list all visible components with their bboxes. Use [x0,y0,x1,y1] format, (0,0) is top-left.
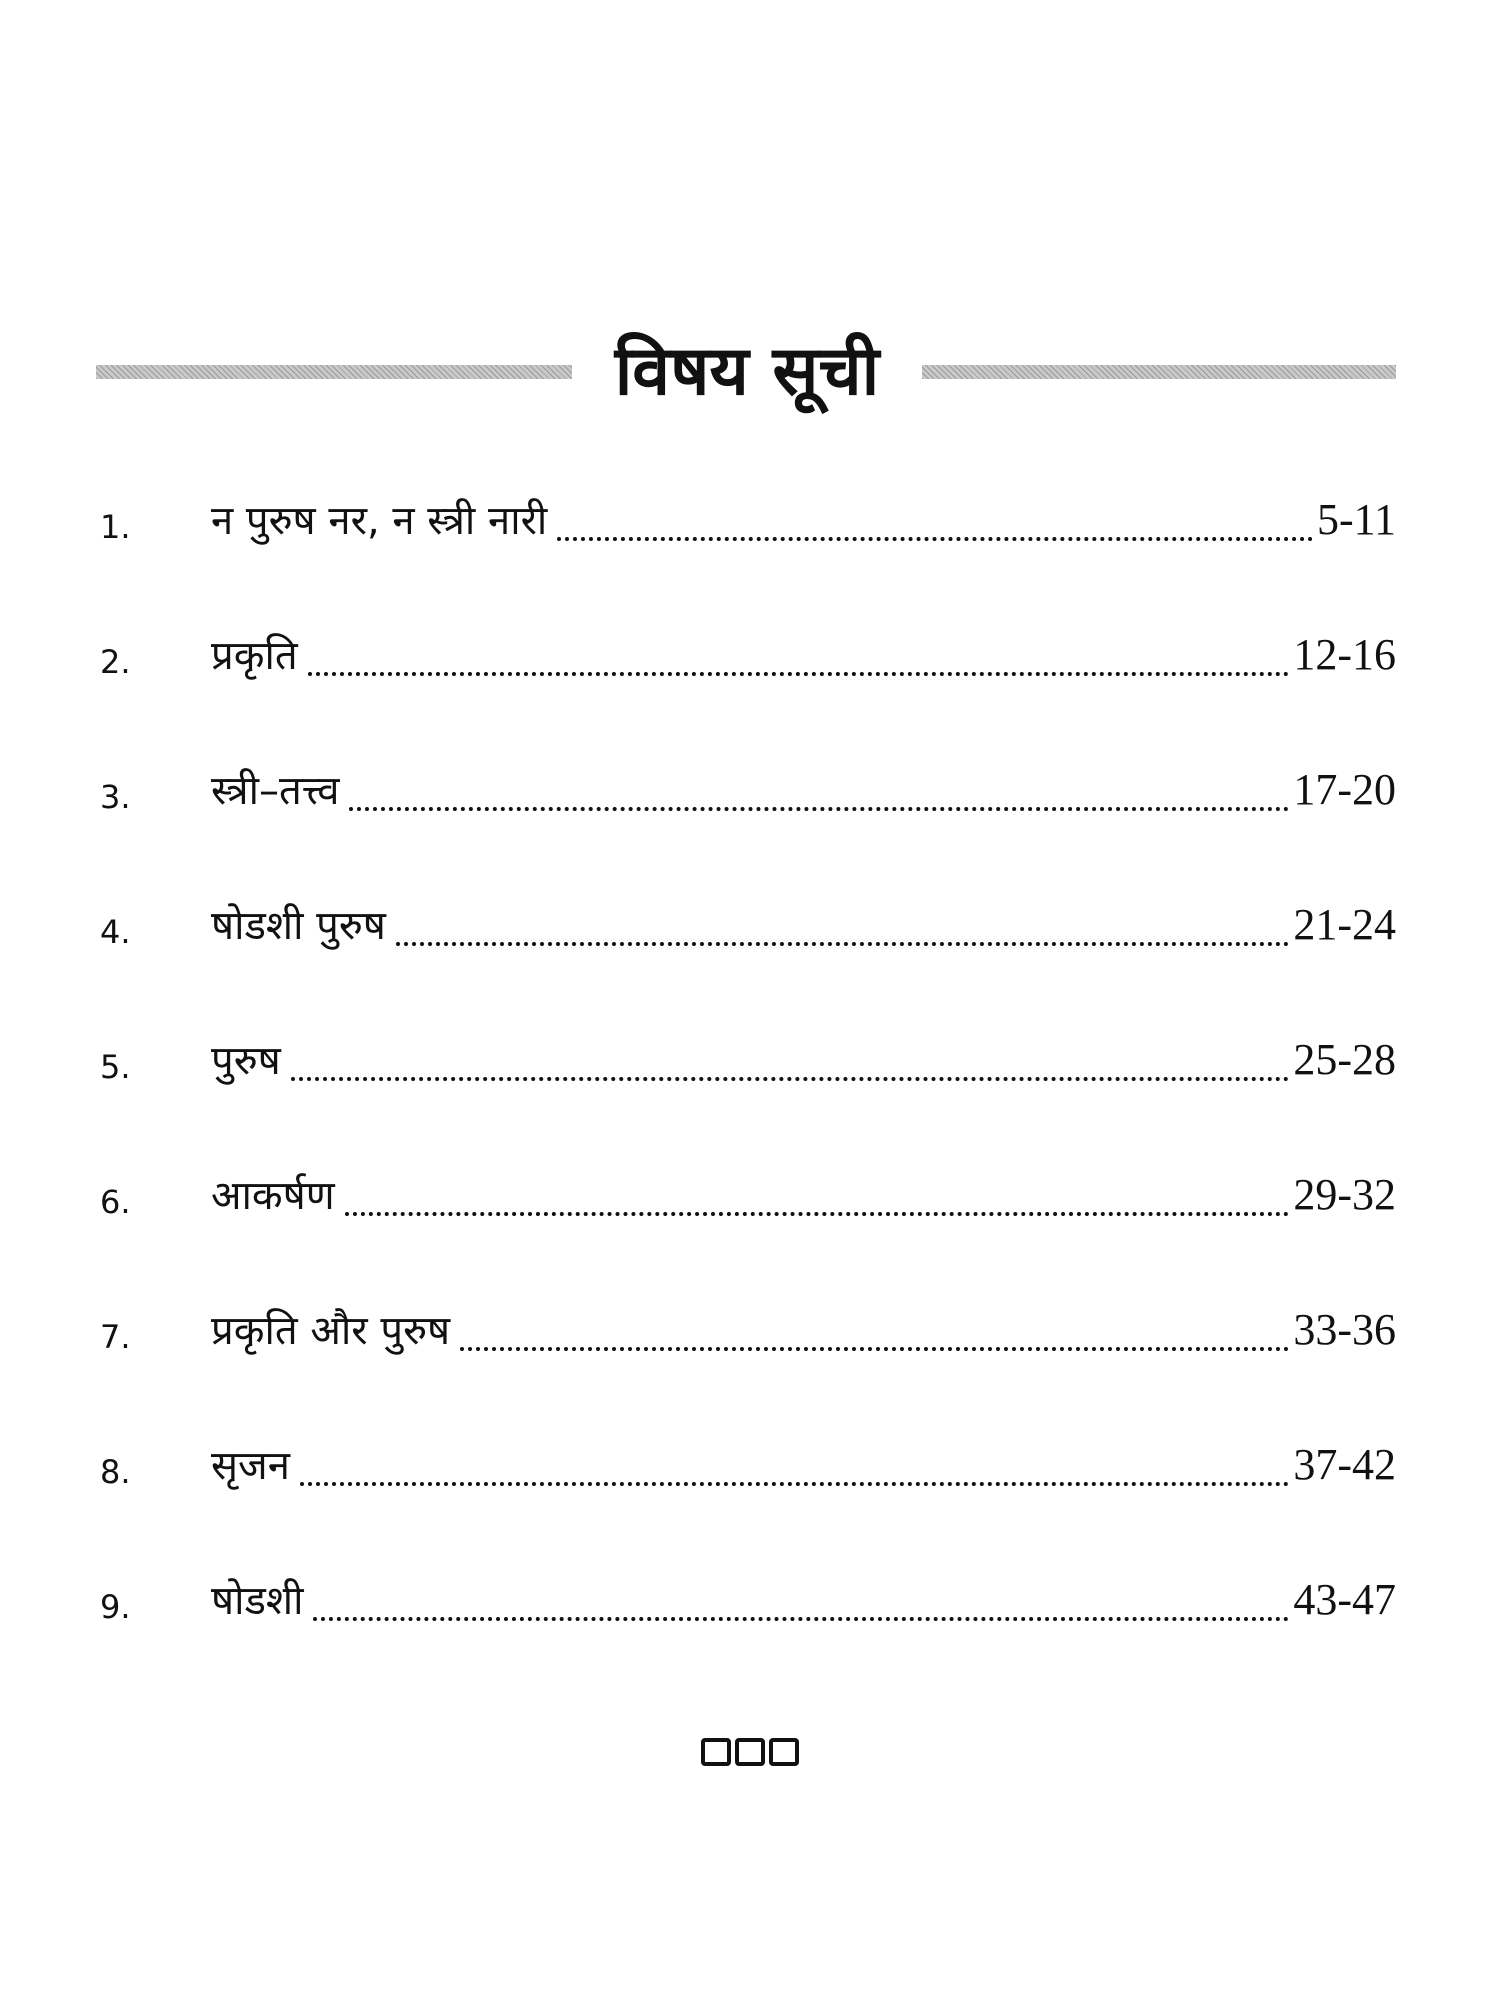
toc-entry-number: 4. [100,913,131,951]
toc-entry-title: सृजन [211,1443,290,1489]
toc-entry [96,478,1396,558]
toc-entry-title: आकर्षण [211,1173,335,1219]
toc-entry-title: न पुरुष नर, न स्त्री नारी [211,498,548,544]
square-icon [769,1738,799,1766]
toc-entry [96,1558,1396,1638]
toc-entry-line [211,896,1396,951]
toc-entry-pages: 25-28 [1293,1035,1396,1084]
toc-entry-title: षोडशी [211,1578,304,1624]
toc-entry-line [211,1031,1396,1086]
square-icon [701,1738,731,1766]
toc-entry-number: 5. [100,1048,131,1086]
dot-leader [460,1347,1289,1351]
toc-entry-line [211,491,1396,546]
dot-leader [557,537,1313,541]
toc-entry-line [211,1571,1396,1626]
dot-leader [308,672,1290,676]
toc-entry [96,1018,1396,1098]
toc-entry-number: 6. [100,1183,131,1221]
toc-entry-number: 3. [100,778,131,816]
dot-leader [300,1482,1289,1486]
toc-entry-title: प्रकृति [211,633,298,679]
heading-rule-right [922,365,1396,379]
page-title: विषय सूची [614,332,880,411]
toc-entry-pages: 37-42 [1293,1440,1396,1489]
toc-entry-number: 7. [100,1318,131,1356]
dot-leader [313,1617,1289,1621]
toc-entry [96,613,1396,693]
toc-entry [96,1423,1396,1503]
dot-leader [349,807,1289,811]
toc-entry-number: 9. [100,1588,131,1626]
toc-entry-pages: 33-36 [1293,1305,1396,1354]
toc-entry [96,1288,1396,1368]
toc-entry-line [211,761,1396,816]
toc-entry [96,748,1396,828]
toc-entry [96,1153,1396,1233]
toc-entry-number: 2. [100,643,131,681]
toc-entry-number: 1. [100,508,131,546]
toc-entry-number: 8. [100,1453,131,1491]
end-of-section-icon [0,1738,1500,1768]
dot-leader [345,1212,1290,1216]
toc-entry-line [211,1301,1396,1356]
toc-entry-pages: 12-16 [1293,630,1396,679]
dot-leader [396,942,1289,946]
heading-row [96,322,1396,422]
toc-entry-pages: 21-24 [1293,900,1396,949]
toc-entry-line [211,1436,1396,1491]
heading-rule-left [96,365,572,379]
dot-leader [291,1077,1290,1081]
toc-entry [96,883,1396,963]
square-icon [735,1738,765,1766]
toc-entry-line [211,626,1396,681]
toc-entry-title: पुरुष [211,1038,281,1084]
toc-entry-title: स्त्री–तत्त्व [211,768,340,814]
toc-entry-line [211,1166,1396,1221]
toc-entry-pages: 43-47 [1293,1575,1396,1624]
toc-entry-title: षोडशी पुरुष [211,903,386,949]
toc-entry-title: प्रकृति और पुरुष [211,1308,451,1354]
toc-entry-pages: 17-20 [1293,765,1396,814]
toc-entry-pages: 29-32 [1293,1170,1396,1219]
toc-entry-pages: 5-11 [1316,495,1396,544]
